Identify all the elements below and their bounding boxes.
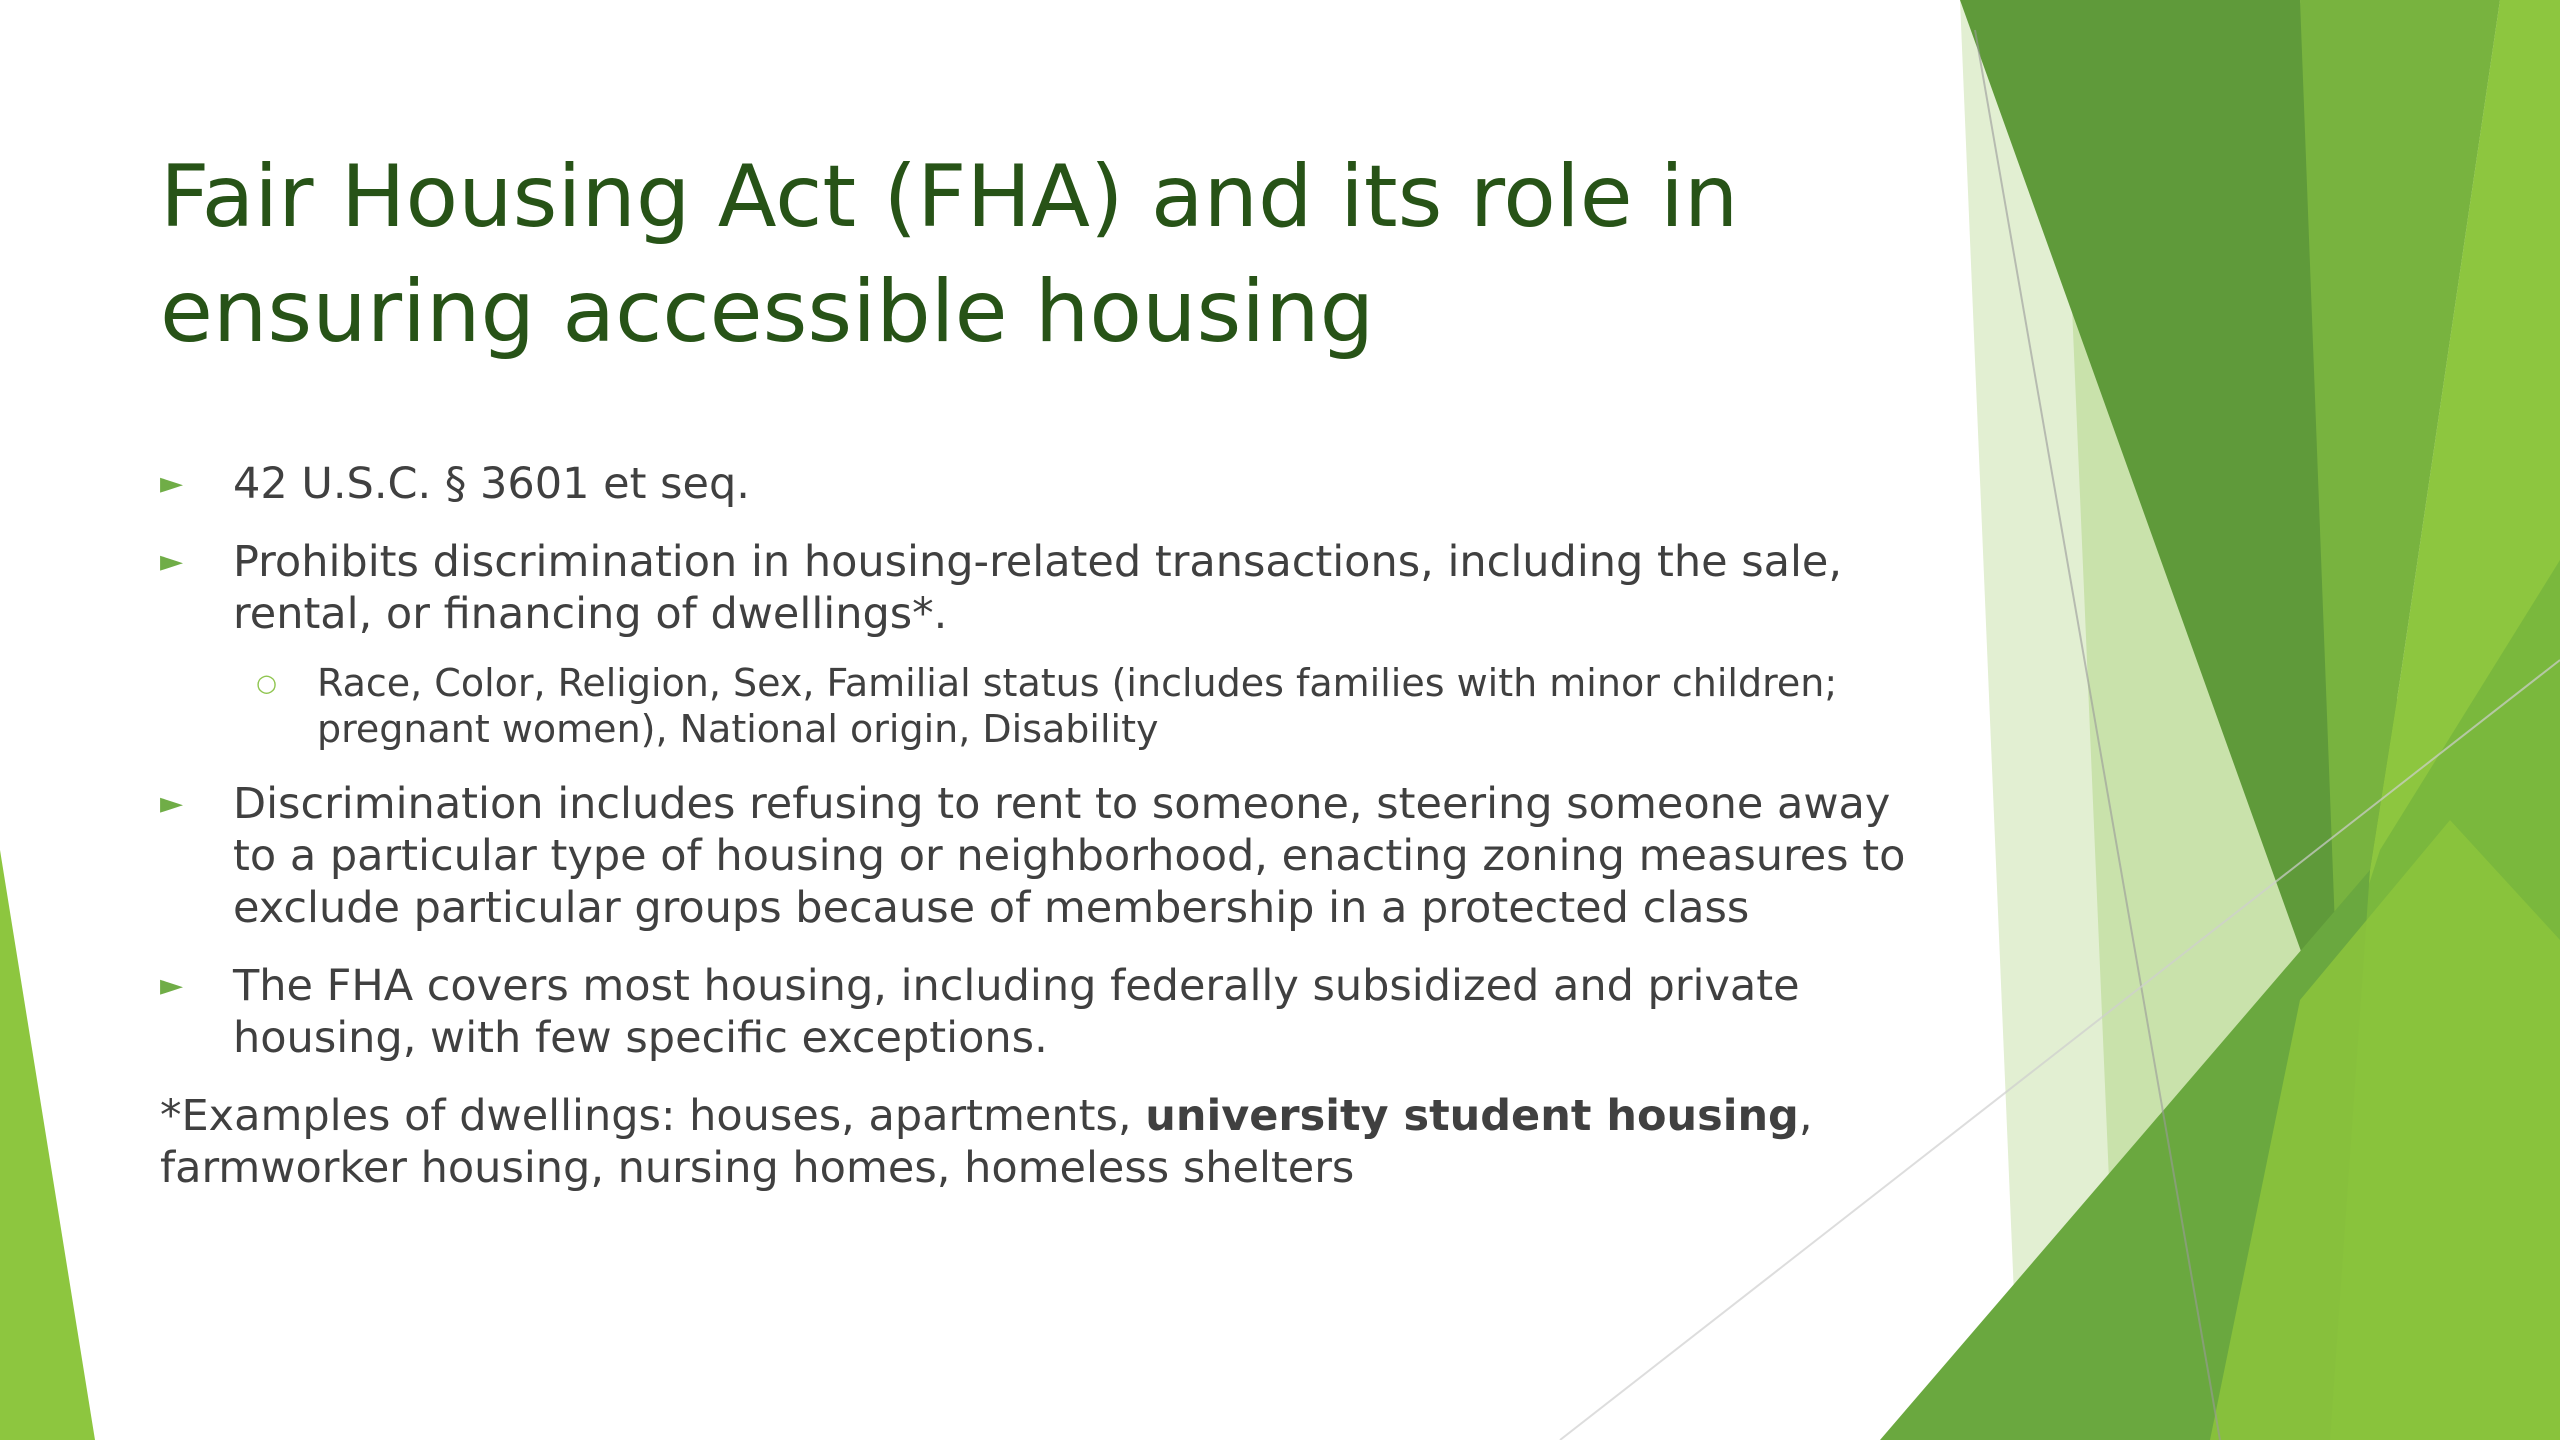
bullet-item [160,536,1920,640]
bullet-text: Prohibits discrimination in housing-related transactions, including the sale, rental, or financing of dwellings*. [233,537,1843,639]
sub-bullet-text: Race, Color, Religion, Sex, Familial status (includes families with minor children; pregnant women), National origin, Disability [317,661,1838,751]
footnote-suffix: , farmworker housing, nursing homes, homeless shelters [160,1091,1813,1193]
bullet-arrow-icon: ► [160,466,184,501]
bullet-arrow-icon: ► [160,968,184,1003]
bullet-text: The FHA covers most housing, including federally subsidized and private housing, with few specific exceptions. [233,961,1800,1063]
bullet-arrow-icon: ► [160,544,184,579]
bullet-text: 42 U.S.C. § 3601 et seq. [233,459,750,509]
slide-content [160,458,1920,1194]
footnote [160,1090,1920,1194]
footnote-prefix: *Examples of dwellings: houses, apartments, [160,1091,1146,1141]
bullet-item [160,458,1920,510]
bullet-arrow-icon: ► [160,786,184,821]
bullet-item [160,960,1920,1064]
circle-bullet-icon: ○ [256,669,277,697]
slide-title: Fair Housing Act (FHA) and its role in ensuring accessible housing [160,147,1739,362]
footnote-bold: university student housing [1145,1091,1799,1141]
bullet-item [160,778,1920,934]
bullet-text: Discrimination includes refusing to rent to someone, steering someone away to a particular type of housing or neighborhood, enacting zoning measures to exclude particular groups because of membership in a protected class [233,779,1906,933]
decor-shape-left [0,850,95,1440]
sub-bullet-item [160,660,1920,752]
